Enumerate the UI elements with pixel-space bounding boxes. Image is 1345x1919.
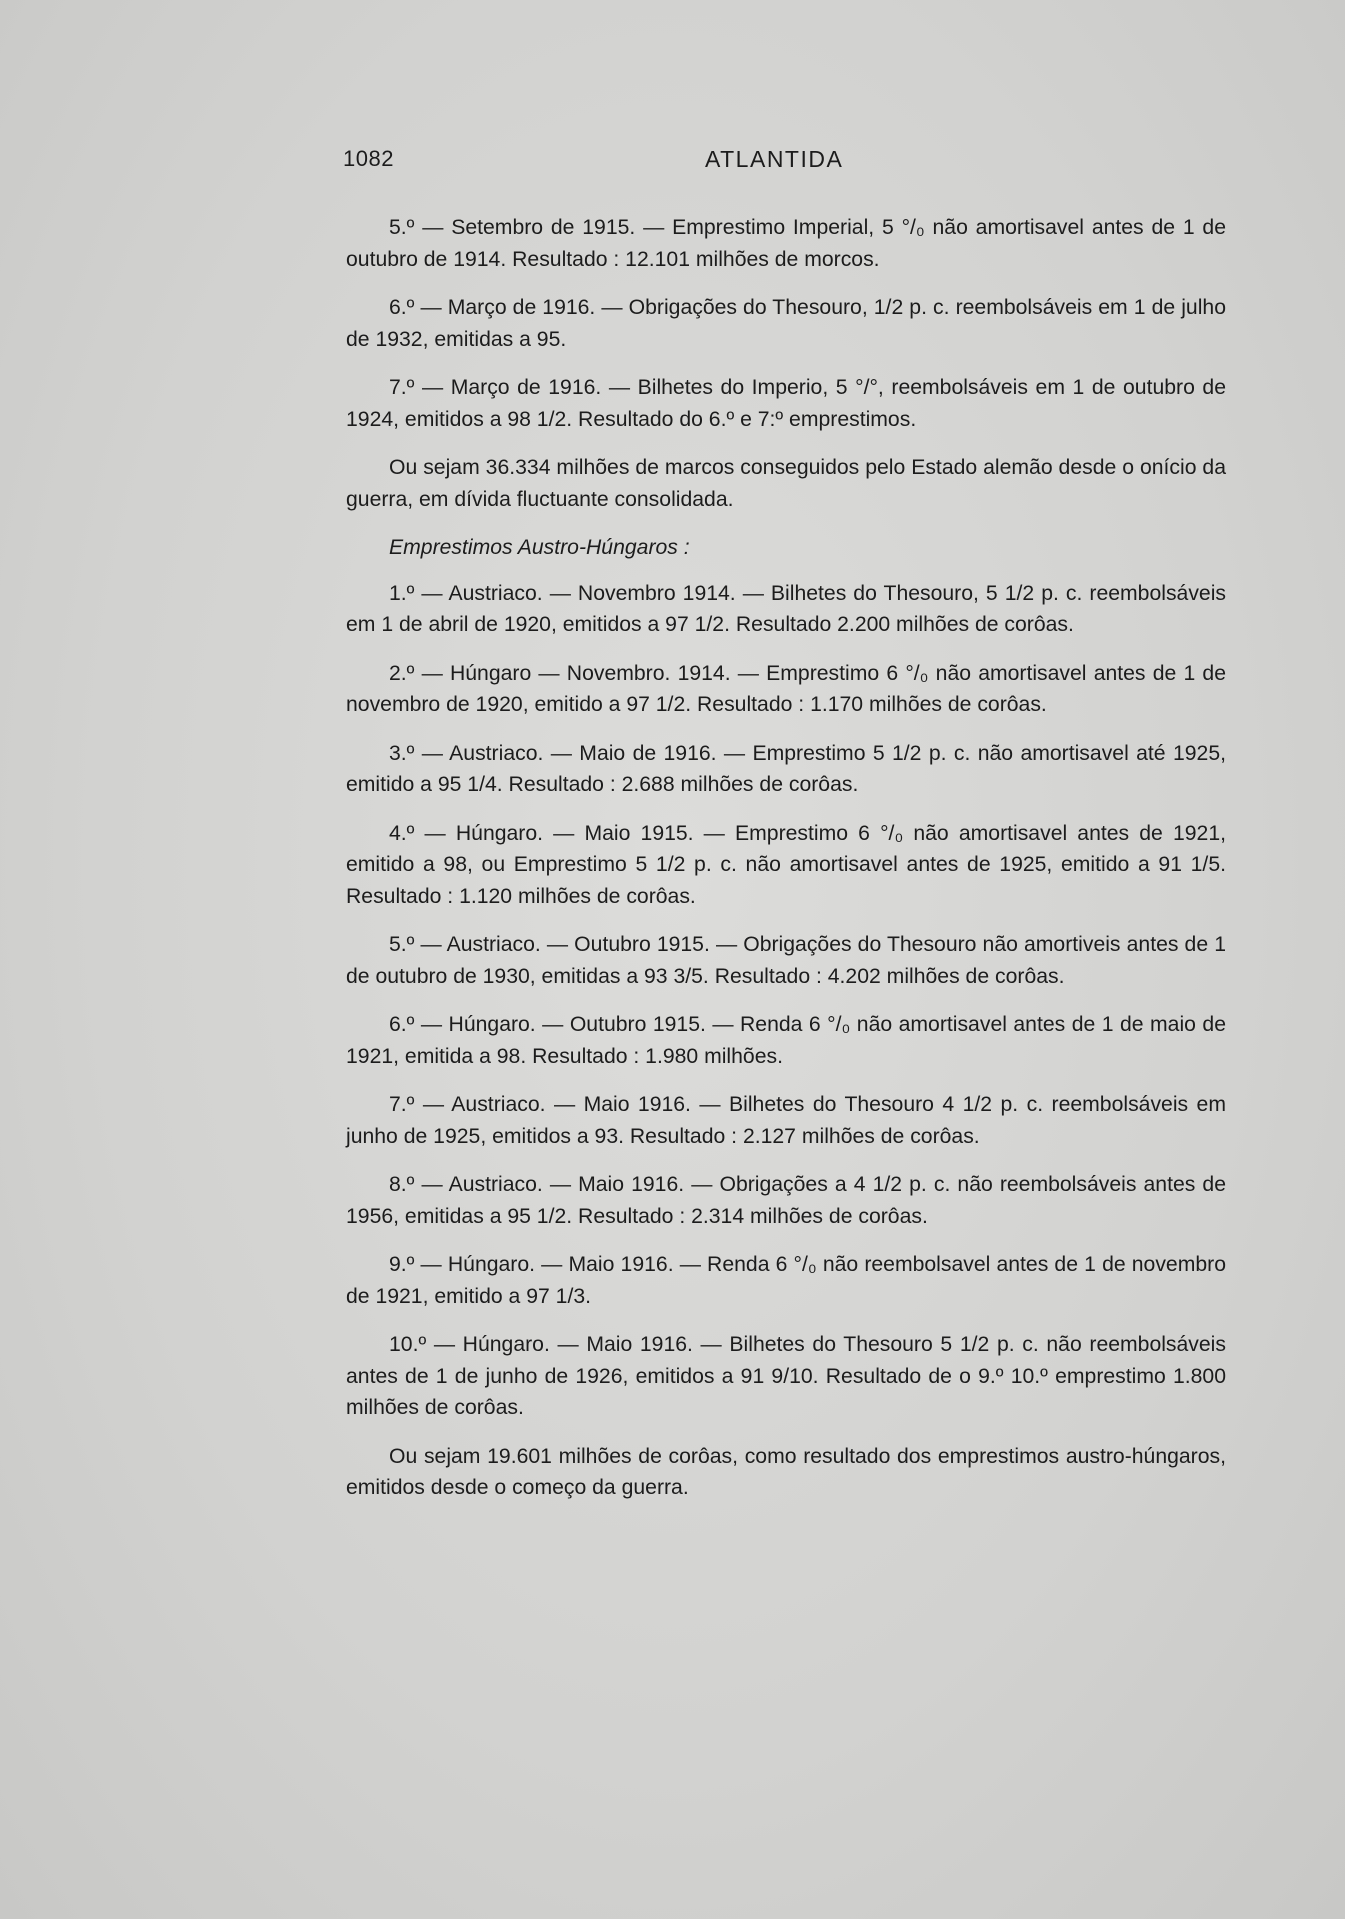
page-body xyxy=(346,212,1226,1521)
page-number: 1082 xyxy=(343,146,394,171)
paragraph-ah-loan-4: 4.º — Húngaro. — Maio 1915. — Emprestimo 6 °/₀ não amortisavel antes de 1921, emitido a 98, ou Emprestimo 5 1/2 p. c. não amortisavel antes de 1925, emitido a 91 1/5. Resultado : 1.120 milhões de corôas. xyxy=(346,821,1226,908)
paragraph-ah-loan-10: 10.º — Húngaro. — Maio 1916. — Bilhetes do Thesouro 5 1/2 p. c. não reembolsáveis antes de 1 de junho de 1926, emitidos a 91 9/10. Resultado de o 9.º 10.º emprestimo 1.800 milhões de corôas. xyxy=(346,1333,1226,1419)
paragraph-german-loan-6: 6.º — Março de 1916. — Obrigações do Thesouro, 1/2 p. c. reembolsáveis em 1 de julho de 1932, emitidas a 95. xyxy=(346,296,1226,351)
paragraph-ah-total: Ou sejam 19.601 milhões de corôas, como resultado dos emprestimos austro-húngaros, emitidos desde o começo da guerra. xyxy=(346,1444,1226,1499)
paragraph-ah-loan-7: 7.º — Austriaco. — Maio 1916. — Bilhetes do Thesouro 4 1/2 p. c. reembolsáveis em junho de 1925, emitidos a 93. Resultado : 2.127 milhões de corôas. xyxy=(346,1093,1226,1148)
paragraph-german-total: Ou sejam 36.334 milhões de marcos conseguidos pelo Estado alemão desde o onício da guerra, em dívida fluctuante consolidada. xyxy=(346,456,1226,511)
paragraph-german-loan-7: 7.º — Março de 1916. — Bilhetes do Imperio, 5 °/°, reembolsáveis em 1 de outubro de 1924, emitidos a 98 1/2. Resultado do 6.º e 7:º emprestimos. xyxy=(346,376,1226,431)
paragraph-ah-loan-1: 1.º — Austriaco. — Novembro 1914. — Bilhetes do Thesouro, 5 1/2 p. c. reembolsáveis em 1 de abril de 1920, emitidos a 97 1/2. Resultado 2.200 milhões de corôas. xyxy=(346,581,1226,636)
section-heading-austro-hungarian: Emprestimos Austro-Húngaros : xyxy=(389,536,690,559)
paragraph-german-loan-5: 5.º — Setembro de 1915. — Emprestimo Imperial, 5 °/₀ não amortisavel antes de 1 de outubro de 1914. Resultado : 12.101 milhões de morcos. xyxy=(346,216,1226,271)
paragraph-ah-loan-3: 3.º — Austriaco. — Maio de 1916. — Emprestimo 5 1/2 p. c. não amortisavel até 1925, emitido a 95 1/4. Resultado : 2.688 milhões de corôas. xyxy=(346,741,1226,796)
paragraph-ah-loan-2: 2.º — Húngaro — Novembro. 1914. — Emprestimo 6 °/₀ não amortisavel antes de 1 de novembro de 1920, emitido a 97 1/2. Resultado : 1.170 milhões de corôas. xyxy=(346,661,1226,716)
paragraph-ah-loan-9: 9.º — Húngaro. — Maio 1916. — Renda 6 °/₀ não reembolsavel antes de 1 de novembro de 1921, emitido a 97 1/3. xyxy=(346,1253,1226,1308)
paragraph-ah-loan-6: 6.º — Húngaro. — Outubro 1915. — Renda 6 °/₀ não amortisavel antes de 1 de maio de 1921, emitida a 98. Resultado : 1.980 milhões. xyxy=(346,1013,1226,1068)
running-title: ATLANTIDA xyxy=(705,146,844,172)
paragraph-ah-loan-8: 8.º — Austriaco. — Maio 1916. — Obrigações a 4 1/2 p. c. não reembolsáveis antes de 1956, emitidas a 95 1/2. Resultado : 2.314 milhões de corôas. xyxy=(346,1173,1226,1228)
page-header xyxy=(343,146,1223,180)
paragraph-ah-loan-5: 5.º — Austriaco. — Outubro 1915. — Obrigações do Thesouro não amortiveis antes de 1 de outubro de 1930, emitidas a 93 3/5. Resultado : 4.202 milhões de corôas. xyxy=(346,933,1226,988)
